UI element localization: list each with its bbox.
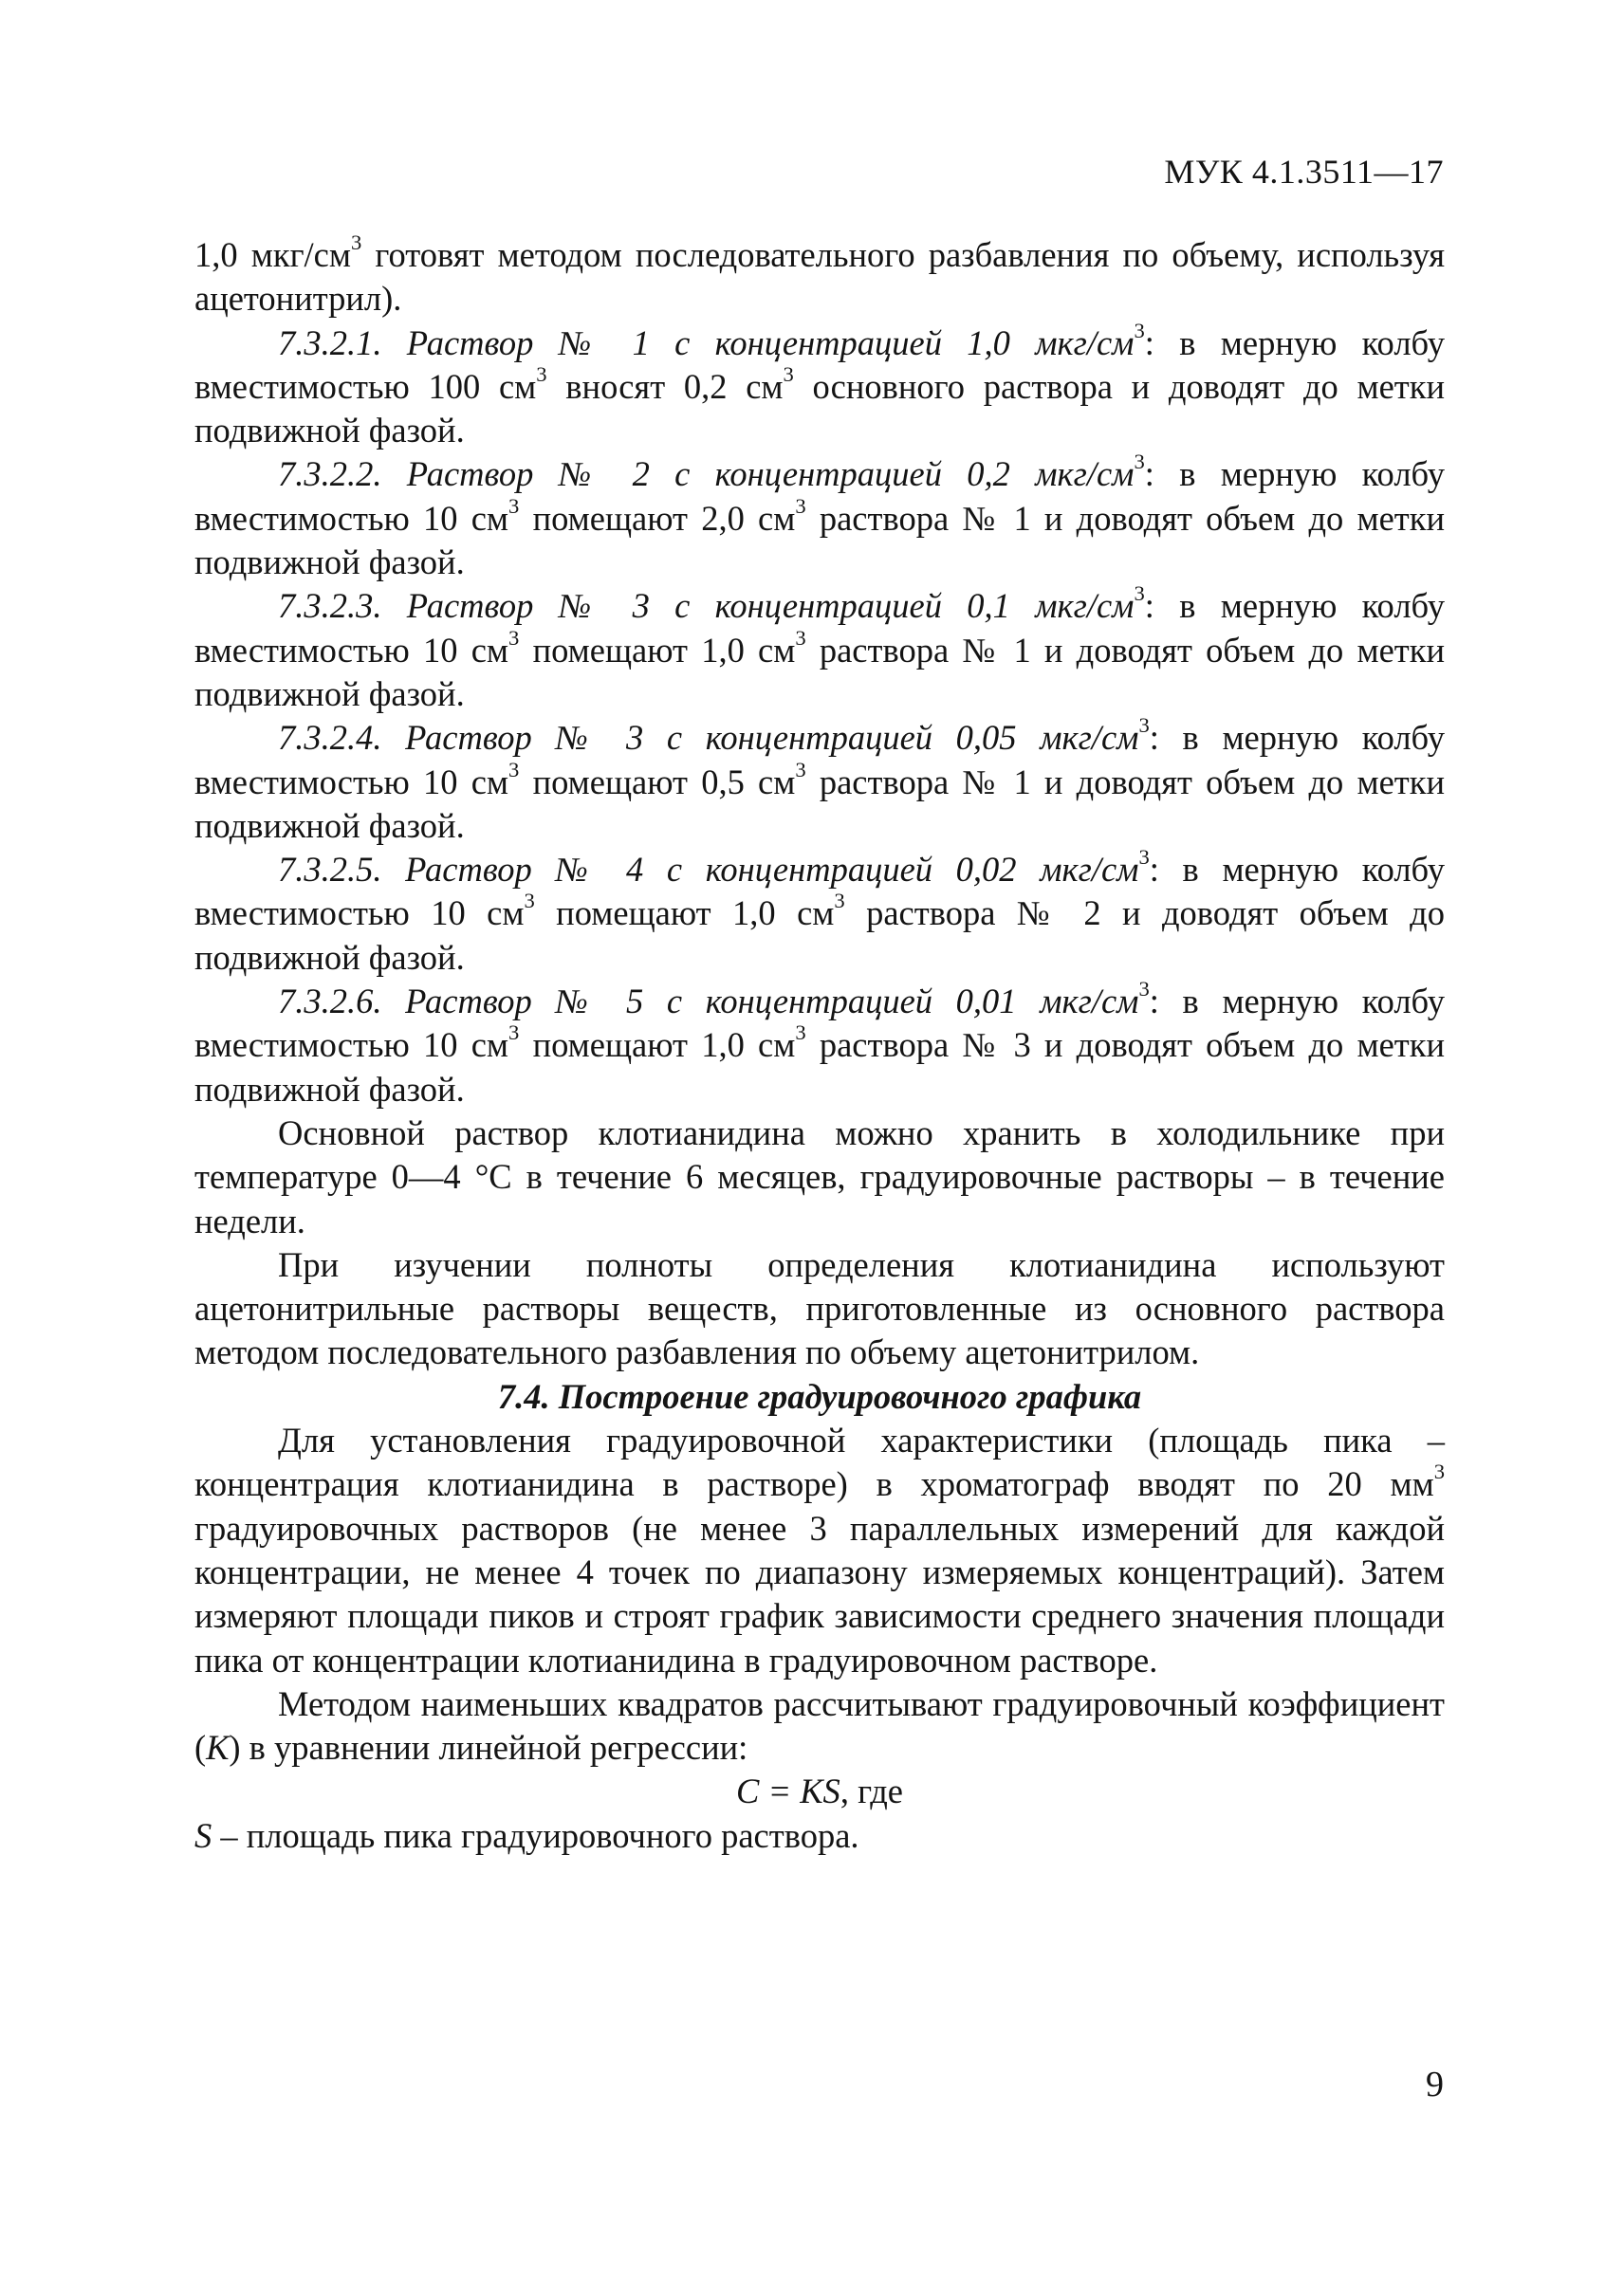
paragraph-7-3-2-5: 7.3.2.5. Раствор № 4 с концентрацией 0,02 мкг/$см^3$: в мерную колбу вместимостью 10 $см^3$ помещают 1,0 $см^3$ раствора № 2 и доводят объем до подвижной фазой. — [194, 845, 1445, 977]
paragraph-7-3-2-3: 7.3.2.3. Раствор № 3 с концентрацией 0,1 мкг/$см^3$: в мерную колбу вместимостью 10 $см^3$ помещают 1,0 $см^3$ раствора № 1 и доводят объем до метки подвижной фазой. — [194, 581, 1446, 713]
clause-heading: 7.3.2.3. Раствор № 3 с концентрацией 0,1 мкг/см — [278, 586, 1135, 626]
paragraph-7-3-2-2: 7.3.2.2. Раствор № 2 с концентрацией 0,2 мкг/$см^3$: в мерную колбу вместимостью 10 $см^3$ помещают 2,0 $см^3$ раствора № 1 и доводят объем до метки подвижной фазой. — [194, 450, 1446, 582]
clause-heading: 7.3.2.2. Раствор № 2 с концентрацией 0,2 мкг/см — [278, 454, 1135, 494]
intro-paragraph: 1,0 мкг/$см^3$ готовят методом последовательного разбавления по объему, используя ацетонитрил). — [194, 230, 1445, 319]
calibration-paragraph: Для установления градуировочной характеристики (площадь пика – концентрация клотианидина в растворе) в хроматограф вводят по 20 $мм^3$ градуировочных растворов (не менее 3 параллельных измерений для каждой концентрации, не менее 4 точек по диапазону измеряемых концентраций). Затем измеряют площади пиков и строят график зависимости среднего значения площади пика от концентрации клотианидина в градуировочном растворе. — [194, 1421, 1445, 1680]
storage-paragraph: Основной раствор клотианидина можно хранить в холодильнике при температуре 0—4 °С в течение 6 месяцев, градуировочные растворы – в течение недели. — [194, 1112, 1445, 1240]
recovery-paragraph: При изучении полноты определения клотианидина используют ацетонитрильные растворы веществ, приготовленные из основного раствора методом последовательного разбавления по объему ацетонитрилом. — [194, 1244, 1445, 1372]
paragraph-7-3-2-4: 7.3.2.4. Раствор № 3 с концентрацией 0,05 мкг/$см^3$: в мерную колбу вместимостью 10 $см^3$ помещают 0,5 $см^3$ раствора № 1 и доводят объем до метки подвижной фазой. — [194, 713, 1446, 845]
paragraph-7-3-2-6: 7.3.2.6. Раствор № 5 с концентрацией 0,01 мкг/$см^3$: в мерную колбу вместимостью 10 $см^3$ помещают 1,0 $см^3$ раствора № 3 и доводят объем до метки подвижной фазой. — [194, 976, 1446, 1109]
variable-definition-s: S – площадь пика градуировочного раствора. — [194, 1815, 859, 1855]
clause-heading: 7.3.2.5. Раствор № 4 с концентрацией 0,02 мкг/см — [278, 850, 1139, 890]
page-number: 9 — [1426, 2065, 1444, 2104]
document-body — [194, 230, 1446, 1858]
paragraph-7-3-2-1: 7.3.2.1. Раствор № 1 с концентрацией 1,0 мкг/$см^3$: в мерную колбу вместимостью 100 $см^3$ вносят 0,2 $см^3$ основного раствора и доводят до метки подвижной фазой. — [194, 318, 1445, 450]
document-code-header: МУК 4.1.3511—17 — [1164, 153, 1444, 191]
clause-heading: 7.3.2.6. Раствор № 5 с концентрацией 0,01 мкг/см — [278, 982, 1139, 1021]
regression-formula: C = KS, где — [735, 1772, 903, 1811]
least-squares-paragraph: Методом наименьших квадратов рассчитывают градуировочный коэффициент (К) в уравнении линейной регрессии: — [194, 1683, 1445, 1768]
clause-heading: 7.3.2.4. Раствор № 3 с концентрацией 0,05 мкг/см — [278, 718, 1139, 758]
section-title-7-4: 7.4. Построение градуировочного графика — [497, 1376, 1142, 1416]
clause-heading: 7.3.2.1. Раствор № 1 с концентрацией 1,0 мкг/см — [278, 322, 1135, 362]
